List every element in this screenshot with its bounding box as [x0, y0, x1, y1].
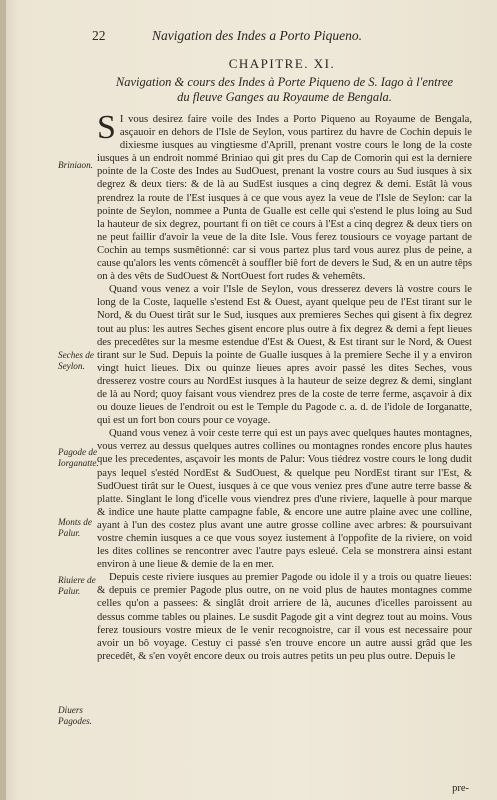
- chapter-number: CHAPITRE. XI.: [228, 56, 336, 71]
- paragraph: Depuis ceste riviere iusques au premier Pagode ou idole il y a trois ou quatre lieues: & depuis ce premier Pagode plus outre, on ne void plus de hautes montagnes comme celles qu'on a passees: & singlât droit arriere de là, aucunes d'icelles paroissent au dessus comme tables ou plaines. Le susdit Pagode git a vint degrez tout au moins. Vous ferez tousiours vostre mieux de le venir recognoistre, car il vous est necessaire pour avoir un bô voyage. Cestuy ci passé s'en trouve encore un autre aussi grâd que les precedêt, & s'en voyêt encore deux ou trois autres petits un peu plus outre. Depuis le: [97, 572, 472, 662]
- margin-note-pagode: Pagode de Iorganatte.: [58, 447, 99, 468]
- paragraph-text: I vous desirez faire voile des Indes a Porto Piqueno au Royaume de Bengala, asçauoir en dehors de l'Isle de Seylon, vous partirez du havre de Cochin depuis le dixiesme iusques au vingtiesme d'Aprill, prenant vostre cours le long de la coste iusques à un endroit nommé Briniao qui git pres du Cap de Comorin qui est la derniere pointe de la Coste des Indes au SudOuest, prenant la vostre cours au Sud iusques à six degrez & deux tiers: & de là au SudEst iusques a cinq degrez & demi. Estât là vous prendrez la route de l'Est iusques à ce que vous ayez la veue de l'Isle de Seylon: car la pointe de Seylon, nommee a Punta de Gualle est celle qui s'estend le plus loing au Sud la hauteur de six degrez, pourtant fi on tiêt ce cours à l'Est a cinq degrez & deux tiers on ne peut faillir d'avoir la veue de la dite Isle. Vous ferez tousiours ce voyage partant de Cochin au temps susmêtionné: car si vous partez plus tard vous aurez plus de peine, a cause qu'alors les vents cômencêt à souffler biê fort de devers le Sud, & en un autre têps on à des vêts de SudOuest & NortOuest fort rudes & vehemêts.: [97, 114, 472, 283]
- margin-note-riviere: Riuiere de Palur.: [58, 575, 96, 596]
- margin-note-pagodes: Diuers Pagodes.: [58, 705, 92, 726]
- page-gutter: [0, 0, 6, 800]
- paragraph: Quand vous venez a voir l'Isle de Seylon, vous dresserez devers là vostre cours le long de la Coste, laquelle s'estend Est & Ouest, ayant quelque peu de l'Est tirant sur le Nord, & du Ouest tirât sur le Sud, iusques aux premieres Seches qui gisent à fix degrez tout au plus: les autres Seches gisent encore plus outre à fix degrez & demi a fept lieues des precedêtes sur la mesme estendue d'Est & Ouest, & Est tirant sur le Nord, & Ouest tirant sur le Sud. Depuis la pointe de Gualle iusques à la premiere Seche il y a environ vingt huict lieues. Dix ou quinze lieues apres avoir passé les dites Seches, vous dresserez vostre cours au NordEst iusques à la hauteur de seize degrez & demi, singlant de là au Nord; quoy faisant vous viendrez pres de la coste de terre ferme, asçavoir à dix ou douze lieues de l'endroit ou est le Temple du Pagode c. a. d. de l'idole de Iorganatte, qui est un fort bon cours pour ce voyage.: [97, 284, 472, 427]
- page-number: 22: [92, 28, 106, 43]
- body-text: [97, 109, 472, 663]
- paragraph: [97, 109, 472, 283]
- running-title: Navigation des Indes a Porto Piqueno.: [152, 28, 362, 43]
- margin-note-briniaon: Briniaon.: [58, 160, 93, 170]
- drop-cap: S: [97, 109, 116, 146]
- margin-note-monts: Monts de Palur.: [58, 517, 92, 538]
- chapter-title: Navigation & cours des Indes à Porte Piqueno de S. Iago à l'entree du fleuve Ganges au Royaume de Bengala.: [115, 75, 454, 104]
- page-header: [92, 28, 472, 44]
- paragraph: Quand vous venez à voir ceste terre qui est un pays avec quelques hautes montagnes, vous verrez au dessus quelques autres collines ou montagnes rondes encore plus hautes que les precedentes, asçavoir les monts de Palur: Vous tiédrez vostre cours le long dudit pays lequel s'estéd NordEst & SudOuest, & quelque peu NordEst tirant sur l'Est, & SudOuest tirât sur le Ouest, iusques à ce que vous veniez pres d'une autre terre basse & platte. Singlant le long d'icelle vous viendrez pres d'une riviere, laquelle à pour marque & indice une haute platte campagne fable, & encore une autre plaine avec une colline, ayant à l'un des costez plus avant une autre grosse colline avec arbres: & poursuivant vostre chemin iusques a ce que vous soyez iustement à l'oppofite de la riviere, on void les dites collines se rencontrer avec l'autre pays esleué. Cela se monstrera ainsi estant environ à une lieue & demie de la en mer.: [97, 428, 472, 571]
- margin-note-seches: Seches de Seylon.: [58, 350, 94, 371]
- catchword: pre-: [452, 783, 469, 794]
